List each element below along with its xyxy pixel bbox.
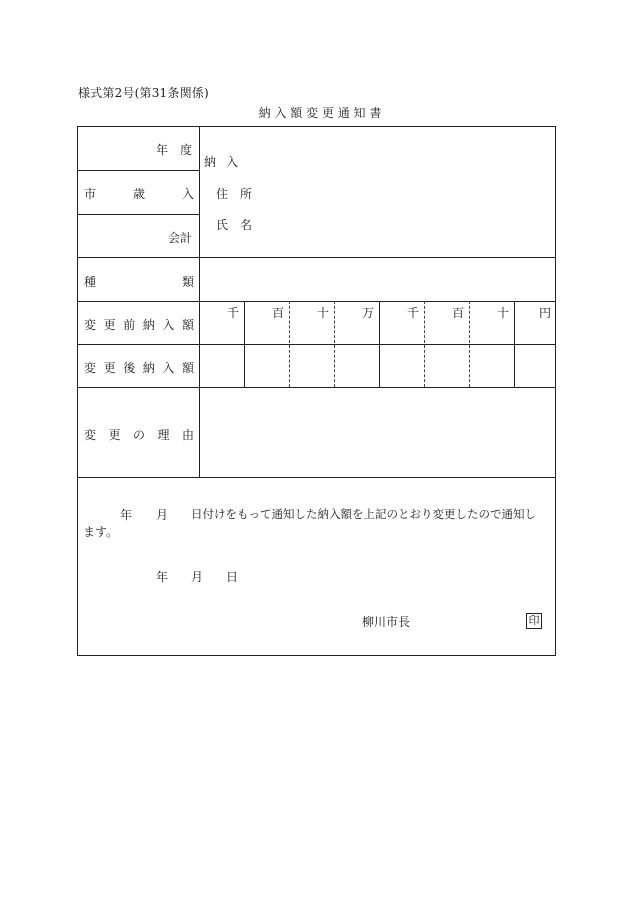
- notice-month-char: 月: [156, 508, 169, 522]
- seal-mark: 印: [526, 613, 542, 629]
- account-label: 会計: [168, 231, 193, 245]
- unit-label: 千: [406, 306, 419, 320]
- notice-form-table: [77, 126, 556, 656]
- row-divider: [78, 257, 555, 258]
- signer-name: 柳川市長: [362, 615, 411, 629]
- unit-label: 千: [226, 306, 239, 320]
- row-divider: [78, 214, 199, 215]
- unit-label: 百: [451, 306, 464, 320]
- date-month-char: 月: [191, 570, 204, 584]
- column-divider: [199, 127, 200, 477]
- date-day-char: 日: [226, 570, 239, 584]
- payer-label: 納 入: [204, 155, 238, 169]
- name-label: 氏 名: [216, 218, 252, 232]
- notice-year-char: 年: [120, 508, 133, 522]
- digit-divider-dashed: [334, 301, 335, 387]
- type-label: 種 類: [84, 275, 194, 289]
- digit-divider-dashed: [469, 301, 470, 387]
- notice-text-line2: ます。: [83, 525, 119, 539]
- digit-divider-dashed: [424, 301, 425, 387]
- row-divider: [78, 301, 555, 302]
- after-amount-label: 変 更 後 納 入 額: [84, 361, 194, 375]
- row-divider: [78, 387, 555, 388]
- row-divider: [78, 477, 555, 478]
- digit-divider-solid: [244, 301, 245, 387]
- row-divider: [78, 170, 199, 171]
- year-label: 年 度: [156, 143, 192, 157]
- address-label: 住 所: [216, 187, 252, 201]
- unit-label: 十: [316, 306, 329, 320]
- digit-divider-solid: [379, 301, 380, 387]
- unit-label: 百: [271, 306, 284, 320]
- date-year-char: 年: [156, 570, 169, 584]
- unit-label: 円: [538, 306, 551, 320]
- document-title: 納 入 額 変 更 通 知 書: [258, 106, 382, 120]
- row-divider: [78, 344, 555, 345]
- reason-label: 変 更 の 理 由: [84, 428, 194, 442]
- form-number: 様式第2号(第31条関係): [78, 86, 209, 100]
- unit-label: 万: [361, 306, 374, 320]
- digit-divider-solid: [514, 301, 515, 387]
- digit-divider-dashed: [289, 301, 290, 387]
- unit-label: 十: [496, 306, 509, 320]
- notice-text-line1: 日付けをもって通知した納入額を上記のとおり変更したので通知し: [191, 507, 536, 521]
- before-amount-label: 変 更 前 納 入 額: [84, 318, 194, 332]
- city-revenue-label: 市 歳 入: [84, 187, 194, 201]
